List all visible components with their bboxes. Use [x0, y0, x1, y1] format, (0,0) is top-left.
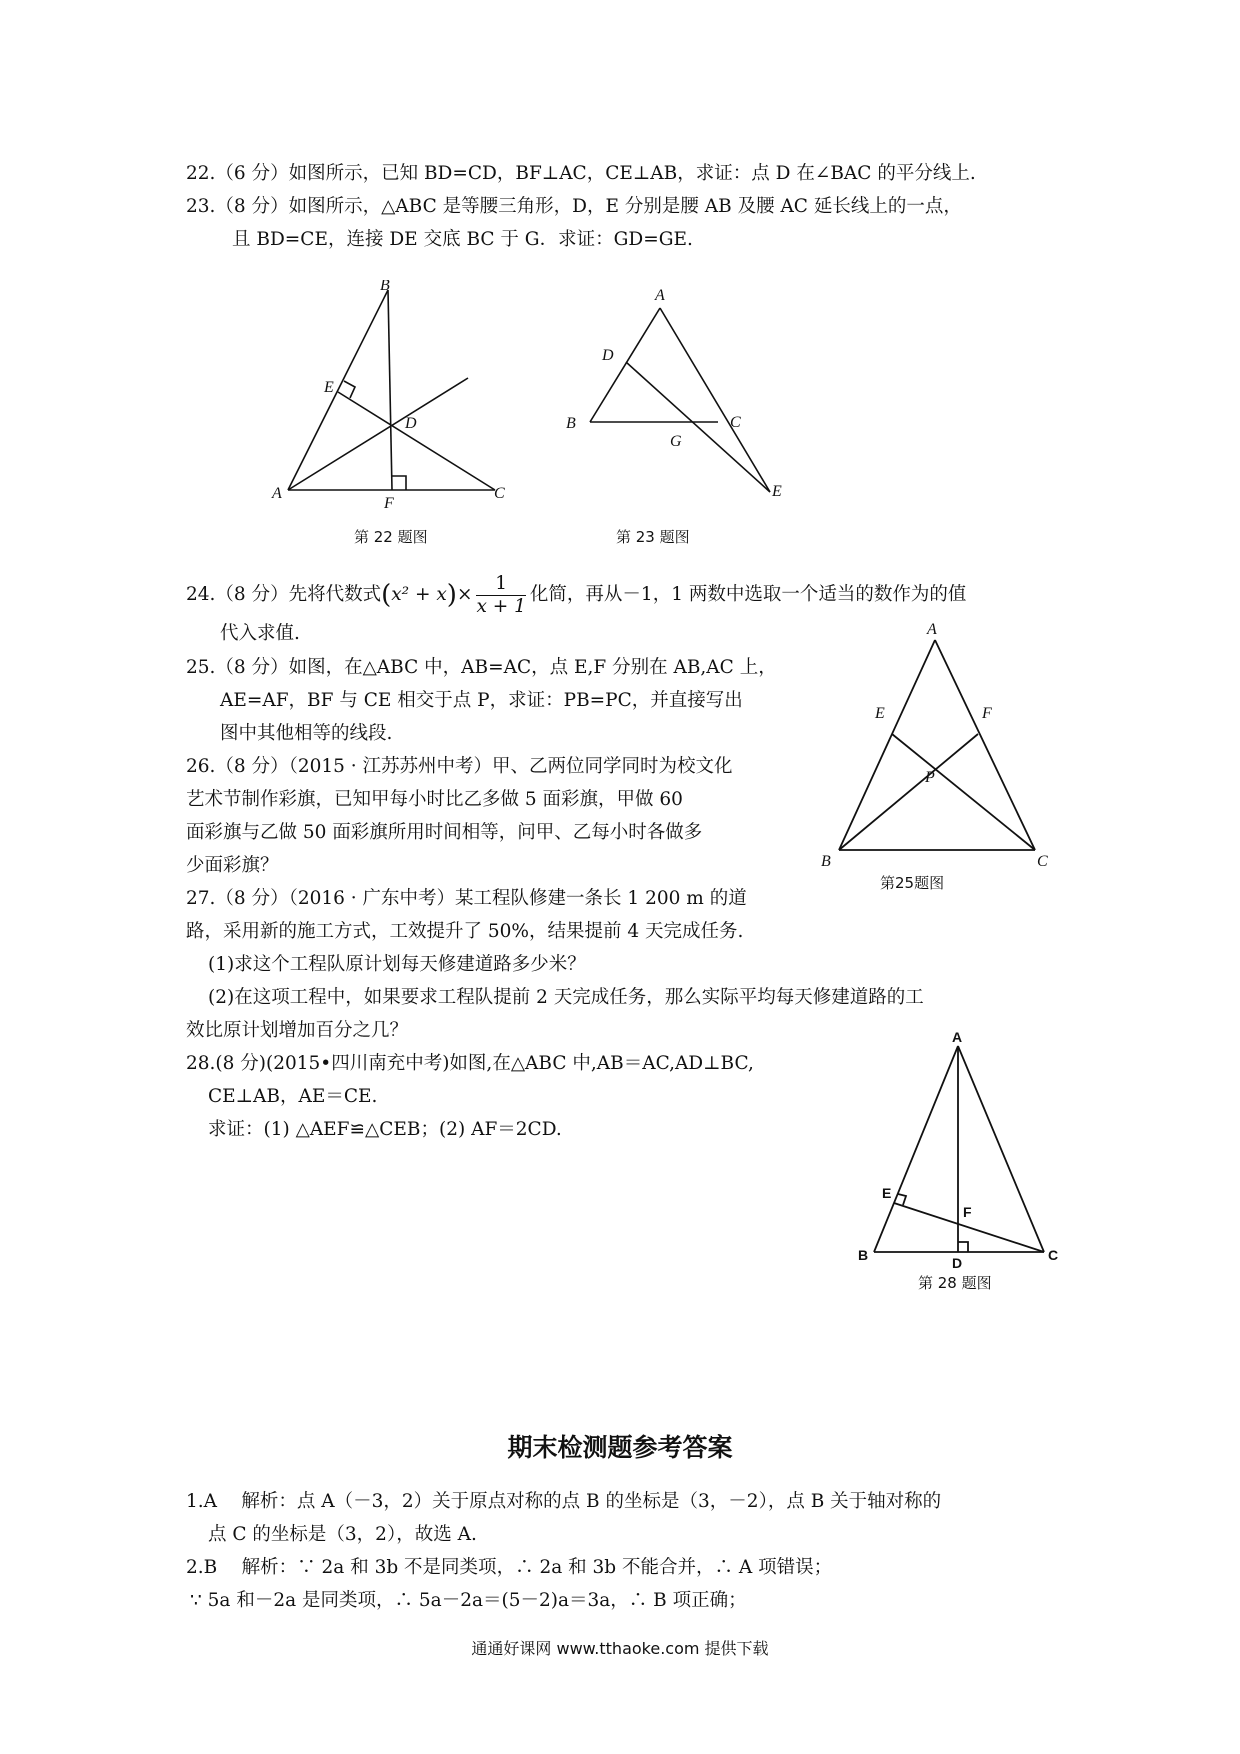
question-26-line-2: 艺术节制作彩旗，已知甲每小时比乙多做 5 面彩旗，甲做 60 — [186, 789, 683, 810]
question-28-line-1: 28.(8 分)(2015•四川南充中考)如图,在△ABC 中,AB＝AC,AD⊥BC, — [186, 1053, 754, 1074]
question-22: 22.（6 分）如图所示，已知 BD=CD，BF⊥AC，CE⊥AB，求证：点 D 在∠BAC 的平分线上. — [186, 163, 976, 184]
figure-22 — [260, 280, 530, 510]
question-24-line-2: 代入求值. — [220, 623, 300, 644]
figure-22-caption: 第 22 题图 — [354, 528, 428, 546]
question-23-line-1: 23.（8 分）如图所示，△ABC 是等腰三角形，D，E 分别是腰 AB 及腰 AC 延长线上的一点， — [186, 196, 962, 217]
footer: 通通好课网 www.tthaoke.com 提供下载 — [471, 1639, 769, 1658]
fig25-label-p: P — [925, 769, 935, 786]
figure-28-caption: 第 28 题图 — [918, 1274, 992, 1292]
fig28-label-a: A — [952, 1030, 963, 1045]
question-23-line-2: 且 BD=CE，连接 DE 交底 BC 于 G．求证：GD=GE. — [232, 229, 693, 250]
question-26-line-3: 面彩旗与乙做 50 面彩旗所用时间相等，问甲、乙每小时各做多 — [186, 822, 703, 843]
fig22-label-b: B — [380, 280, 390, 294]
fig23-label-b: B — [566, 415, 576, 432]
fig28-label-e: E — [882, 1185, 892, 1201]
fig28-label-c: C — [1048, 1247, 1059, 1263]
question-25-line-1: 25.（8 分）如图，在△ABC 中，AB=AC，点 E,F 分别在 AB,AC 上， — [186, 657, 777, 678]
figure-23 — [560, 282, 800, 502]
question-27-line-1: 27.（8 分）（2016 · 广东中考）某工程队修建一条长 1 200 m 的道 — [186, 888, 747, 909]
fig25-label-b: B — [821, 853, 831, 868]
answer-2-line-1: 2.B 解析：∵ 2a 和 3b 不是同类项，∴ 2a 和 3b 不能合并，∴ A 项错误； — [186, 1557, 833, 1578]
figure-28 — [850, 1030, 1070, 1270]
fig23-label-e: E — [772, 483, 782, 500]
question-27-line-4: (2)在这项工程中，如果要求工程队提前 2 天完成任务，那么实际平均每天修建道路的工 — [208, 987, 924, 1008]
q24-denominator: x + 1 — [476, 595, 526, 617]
fig25-label-e: E — [875, 705, 885, 722]
fig23-label-a: A — [655, 287, 665, 304]
fig28-label-d: D — [952, 1255, 963, 1270]
fig25-label-f: F — [982, 705, 992, 722]
question-27-line-3: (1)求这个工程队原计划每天修建道路多少米？ — [208, 954, 586, 975]
fig22-label-f: F — [384, 495, 394, 510]
fig22-label-e: E — [324, 379, 334, 396]
q24-paren-close: ) — [446, 580, 457, 610]
fig25-label-c: C — [1037, 853, 1048, 868]
answer-1-line-2: 点 C 的坐标是（3，2），故选 A. — [208, 1524, 477, 1545]
q24-numerator: 1 — [476, 573, 525, 596]
question-28-line-2: CE⊥AB，AE＝CE. — [208, 1086, 378, 1107]
q24-expression: x² + x — [391, 584, 447, 605]
fig22-label-d: D — [405, 415, 417, 432]
answer-1-line-1: 1.A 解析：点 A（－3，2）关于原点对称的点 B 的坐标是（3，－2），点 B 关于轴对称的 — [186, 1491, 942, 1512]
fig28-label-b: B — [858, 1247, 869, 1263]
q24-paren-open: ( — [381, 580, 392, 610]
q24-prefix: 24.（8 分）先将代数式 — [186, 584, 382, 605]
question-26-line-4: 少面彩旗？ — [186, 855, 279, 876]
q24-times: × — [456, 584, 473, 605]
answers-title: 期末检测题参考答案 — [507, 1433, 733, 1462]
question-28-line-3: 求证：(1) △AEF≌△CEB；(2) AF＝2CD. — [208, 1119, 562, 1140]
question-26-line-1: 26.（8 分）（2015 · 江苏苏州中考）甲、乙两位同学同时为校文化 — [186, 756, 733, 777]
fig28-label-f: F — [963, 1204, 972, 1220]
question-24-line-1 — [186, 570, 966, 620]
fig23-label-d: D — [602, 347, 614, 364]
figure-25 — [815, 618, 1065, 868]
fig25-label-a: A — [927, 621, 937, 638]
figure-23-caption: 第 23 题图 — [616, 528, 690, 546]
q24-suffix: 化简，再从－1，1 两数中选取一个适当的数作为的值 — [529, 584, 967, 605]
fig23-label-g: G — [670, 433, 682, 450]
question-25-line-2: AE=AF，BF 与 CE 相交于点 P，求证：PB=PC，并直接写出 — [220, 690, 743, 711]
answer-2-line-2: ∵ 5a 和－2a 是同类项，∴ 5a－2a＝(5－2)a＝3a，∴ B 项正确； — [190, 1590, 747, 1611]
fig22-label-a: A — [272, 485, 282, 502]
question-27-line-2: 路，采用新的施工方式，工效提升了 50%，结果提前 4 天完成任务. — [186, 921, 744, 942]
question-27-line-5: 效比原计划增加百分之几？ — [186, 1020, 409, 1041]
question-25-line-3: 图中其他相等的线段. — [220, 723, 393, 744]
figure-25-caption: 第25题图 — [880, 874, 945, 892]
fig22-label-c: C — [494, 485, 505, 502]
fig23-label-c: C — [730, 414, 741, 431]
q24-fraction — [476, 573, 525, 618]
